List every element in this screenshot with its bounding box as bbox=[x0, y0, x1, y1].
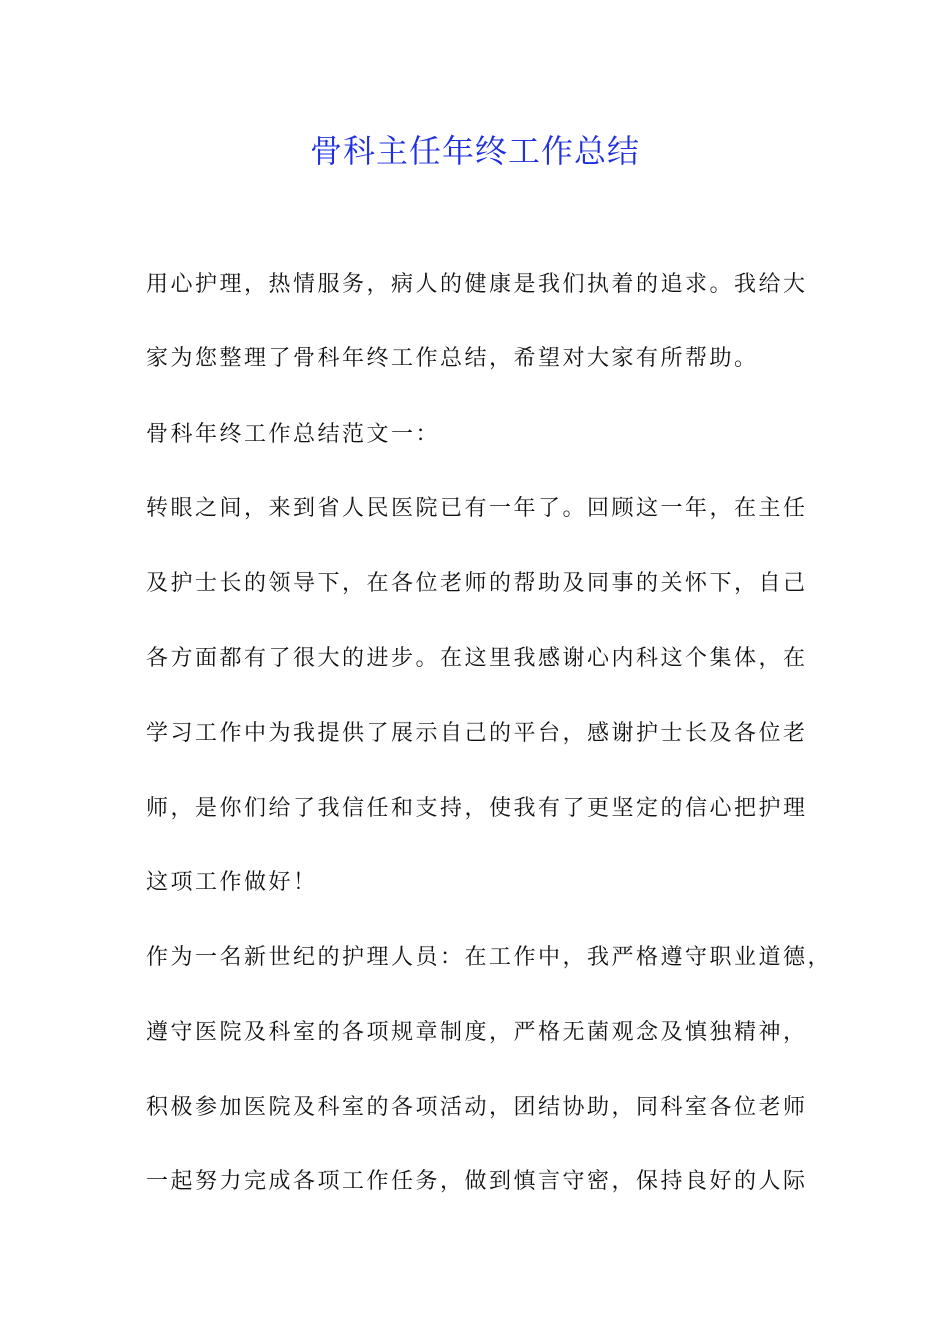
paragraph-line: 用心护理，热情服务，病人的健康是我们执着的追求。我给大 bbox=[146, 272, 808, 297]
paragraph-line: 一起努力完成各项工作任务，做到慎言守密，保持良好的人际 bbox=[146, 1169, 808, 1194]
paragraph-line: 这项工作做好！ bbox=[146, 870, 318, 895]
paragraph-line: 学习工作中为我提供了展示自己的平台，感谢护士长及各位老 bbox=[146, 721, 808, 746]
paragraph-line: 积极参加医院及科室的各项活动，团结协助，同科室各位老师 bbox=[146, 1095, 808, 1120]
paragraph-line: 各方面都有了很大的进步。在这里我感谢心内科这个集体，在 bbox=[146, 646, 808, 671]
paragraph-line: 作为一名新世纪的护理人员：在工作中，我严格遵守职业道德， bbox=[146, 945, 833, 970]
paragraph-line: 家为您整理了骨科年终工作总结，希望对大家有所帮助。 bbox=[146, 346, 759, 371]
paragraph-line: 师，是你们给了我信任和支持，使我有了更坚定的信心把护理 bbox=[146, 796, 808, 821]
document-title: 骨科主任年终工作总结 bbox=[309, 132, 640, 170]
section-heading: 骨科年终工作总结范文一： bbox=[146, 422, 441, 447]
paragraph-line: 及护士长的领导下，在各位老师的帮助及同事的关怀下，自己 bbox=[146, 571, 808, 596]
paragraph-line: 遵守医院及科室的各项规章制度，严格无菌观念及慎独精神， bbox=[146, 1020, 808, 1045]
paragraph-line: 转眼之间，来到省人民医院已有一年了。回顾这一年，在主任 bbox=[146, 496, 808, 521]
